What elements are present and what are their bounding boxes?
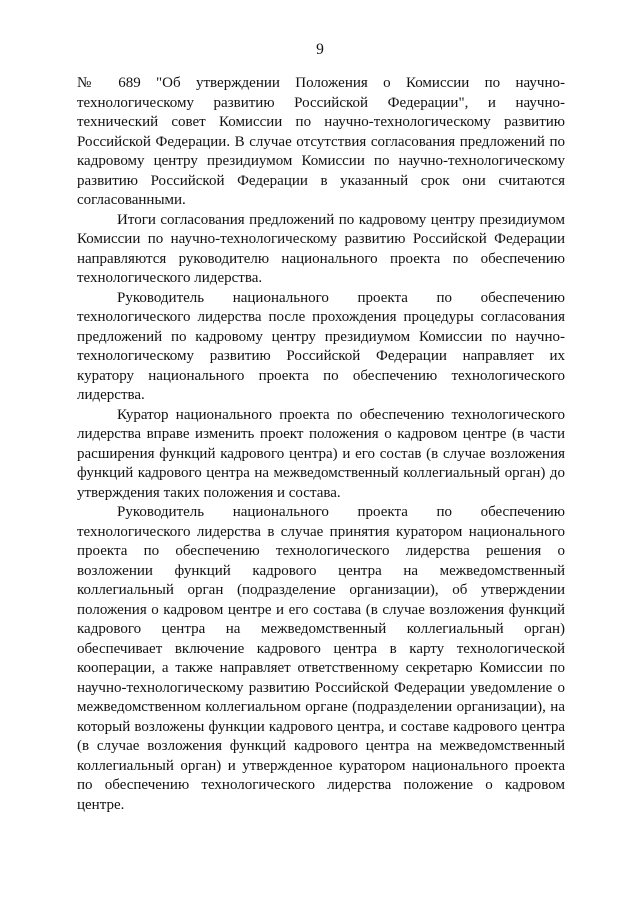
paragraph-4: Куратор национального проекта по обеспечению технологического лидерства вправе изменить проект положения о кадровом центре (в части расширения функций кадрового центра) и его состав (в случае возложения функций кадрового центра на межведомственный коллегиальный орган) до утверждения таких положения и состава. (77, 406, 565, 501)
document-body (77, 74, 565, 815)
paragraph-2: Итоги согласования предложений по кадровому центру президиумом Комиссии по научно-технологическому развитию Российской Федерации направляются руководителю национального проекта по обеспечению технологического лидерства. (77, 211, 565, 286)
paragraph-1: № 689 "Об утверждении Положения о Комиссии по научно-технологическому развитию Российской Федерации", и научно-технический совет Комиссии по научно-технологическому развитию Российской Федерации. В случае отсутствия согласования предложений по кадровому центру президиумом Комиссии по научно-технологическому развитию Российской Федерации в указанный срок они считаются согласованными. (77, 75, 565, 208)
page-number: 9 (316, 41, 324, 58)
paragraph-3: Руководитель национального проекта по обеспечению технологического лидерства после прохождения процедуры согласования предложений по кадровому центру президиумом Комиссии по научно-технологическому развитию Российской Федерации направляет их куратору национального проекта по обеспечению технологического лидерства. (77, 289, 565, 403)
paragraph-5: Руководитель национального проекта по обеспечению технологического лидерства в случае принятия куратором национального проекта по обеспечению технологического лидерства решения о возложении функций кадрового центра на межведомственный коллегиальный орган (подразделение организации), об утверждении положения о кадровом центре и его состава (в случае возложения функций кадрового центра на межведомственный коллегиальный орган) обеспечивает включение кадрового центра в карту технологической кооперации, а также направляет ответственному секретарю Комиссии по научно-технологическому развитию Российской Федерации уведомление о межведомственном коллегиальном органе (подразделении организации), на который возложены функции кадрового центра, и составе кадрового центра (в случае возложения функций кадрового центра на межведомственный коллегиальный орган) и утвержденное куратором национального проекта по обеспечению технологического лидерства положение о кадровом центре. (77, 504, 565, 813)
